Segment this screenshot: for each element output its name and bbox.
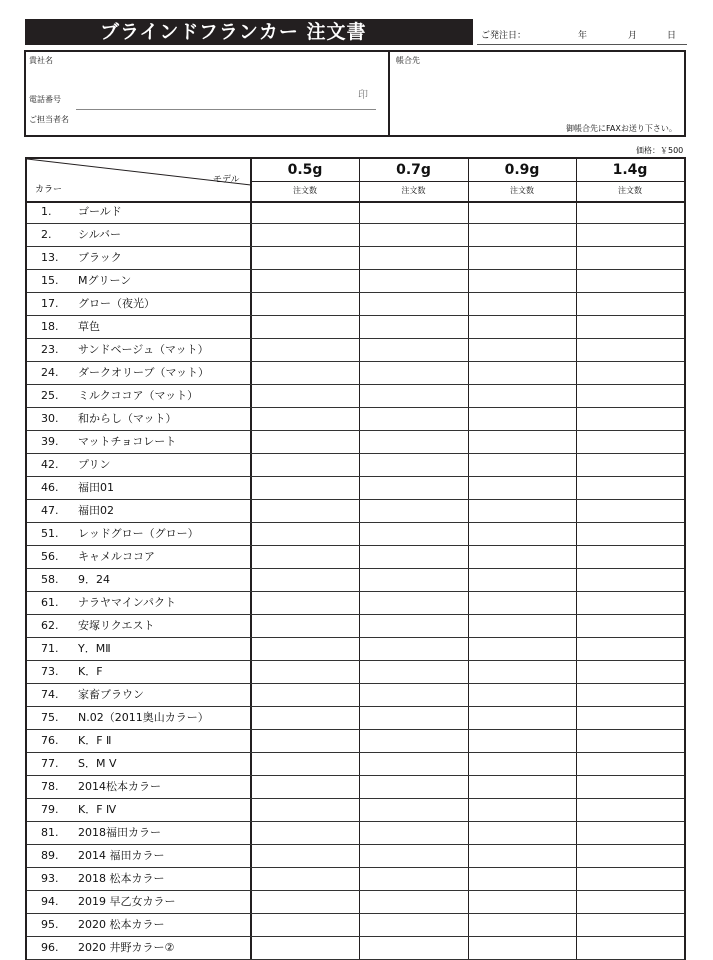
qty-cell-0-7g[interactable] [360, 937, 467, 959]
model-0-7g-header: 0.7g [396, 162, 431, 178]
qty-cell-0-7g[interactable] [360, 799, 467, 821]
qty-cell-0-9g[interactable] [469, 454, 575, 476]
qty-cell-0-9g[interactable] [469, 730, 575, 752]
qty-cell-1-4g[interactable] [577, 316, 683, 338]
qty-cell-0-5g[interactable] [252, 730, 358, 752]
color-name: ダークオリーブ（マット） [78, 366, 210, 379]
color-name: 福田02 [78, 504, 114, 517]
table-row [27, 822, 684, 845]
qty-cell-0-9g[interactable] [469, 638, 575, 660]
qty-cell-0-7g[interactable] [360, 776, 467, 798]
qty-cell-0-7g[interactable] [360, 707, 467, 729]
qty-cell-0-7g[interactable] [360, 224, 467, 246]
qty-cell-1-4g[interactable] [577, 454, 683, 476]
color-name: 2014松本カラー [78, 780, 161, 793]
qty-cell-1-4g[interactable] [577, 293, 683, 315]
color-name: シルバー [78, 228, 121, 241]
qty-cell-0-5g[interactable] [252, 477, 358, 499]
color-name: 家畜ブラウン [78, 688, 144, 701]
table-row [27, 270, 684, 293]
phone-label: 電話番号 [29, 95, 61, 104]
table-row [27, 408, 684, 431]
qty-cell-0-9g[interactable] [469, 799, 575, 821]
color-number: 62. [41, 619, 59, 632]
color-header-label: カラー [35, 185, 63, 195]
qty-cell-0-9g[interactable] [469, 201, 575, 223]
qty-cell-0-7g[interactable] [360, 477, 467, 499]
qty-cell-1-4g[interactable] [577, 868, 683, 890]
account-section [390, 52, 684, 135]
qty-cell-0-9g[interactable] [469, 914, 575, 936]
month-label: 月 [628, 31, 638, 41]
table-row [27, 431, 684, 454]
qty-cell-0-5g[interactable] [252, 684, 358, 706]
qty-cell-1-4g[interactable] [577, 224, 683, 246]
model-0-9g-header: 0.9g [504, 162, 540, 178]
qty-cell-0-5g[interactable] [252, 776, 358, 798]
qty-cell-0-5g[interactable] [252, 822, 358, 844]
color-name: 和からし（マット） [78, 412, 177, 425]
qty-cell-0-5g[interactable] [252, 293, 358, 315]
color-number: 15. [41, 274, 59, 287]
qty-cell-0-5g[interactable] [252, 592, 358, 614]
table-row [27, 707, 684, 730]
qty-cell-1-4g[interactable] [577, 592, 683, 614]
account-input[interactable] [394, 66, 679, 120]
qty-cell-0-7g[interactable] [360, 592, 467, 614]
table-row [27, 454, 684, 477]
table-row [27, 224, 684, 247]
color-name: 2019 早乙女カラー [78, 895, 176, 908]
qty-cell-0-7g[interactable] [360, 868, 467, 890]
color-name: ナラヤマインパクト [78, 596, 177, 609]
qty-cell-0-5g[interactable] [252, 362, 358, 384]
color-number: 76. [41, 734, 59, 747]
table-row [27, 799, 684, 822]
qty-cell-1-4g[interactable] [577, 799, 683, 821]
qty-cell-0-5g[interactable] [252, 270, 358, 292]
table-row [27, 500, 684, 523]
qty-cell-0-7g[interactable] [360, 684, 467, 706]
table-row [27, 569, 684, 592]
table-body [27, 201, 684, 960]
qty-cell-1-4g[interactable] [577, 661, 683, 683]
qty-cell-0-7g[interactable] [360, 339, 467, 361]
qty-cell-0-9g[interactable] [469, 477, 575, 499]
color-number: 46. [41, 481, 59, 494]
phone-input-line[interactable] [76, 109, 376, 110]
qty-cell-0-5g[interactable] [252, 546, 358, 568]
customer-section [26, 52, 390, 135]
color-number: 25. [41, 389, 59, 402]
qty-cell-1-4g[interactable] [577, 684, 683, 706]
qty-cell-0-5g[interactable] [252, 914, 358, 936]
color-name: 2018 松本カラー [78, 872, 165, 885]
color-number: 71. [41, 642, 59, 655]
qty-cell-1-4g[interactable] [577, 569, 683, 591]
color-name: 福田01 [78, 481, 114, 494]
qty-cell-0-7g[interactable] [360, 523, 467, 545]
qty-cell-0-9g[interactable] [469, 546, 575, 568]
qty-cell-0-7g[interactable] [360, 569, 467, 591]
color-number: 89. [41, 849, 59, 862]
qty-cell-1-4g[interactable] [577, 638, 683, 660]
qty-cell-1-4g[interactable] [577, 339, 683, 361]
qty-cell-0-7g[interactable] [360, 753, 467, 775]
qty-cell-0-9g[interactable] [469, 385, 575, 407]
order-qty-header: 注文数 [468, 181, 576, 200]
table-row [27, 316, 684, 339]
qty-cell-1-4g[interactable] [577, 201, 683, 223]
color-number: 75. [41, 711, 59, 724]
account-note: 御帳合先にFAXお送り下さい。 [566, 124, 677, 133]
color-number: 73. [41, 665, 59, 678]
qty-cell-0-9g[interactable] [469, 845, 575, 867]
qty-cell-0-7g[interactable] [360, 891, 467, 913]
qty-cell-0-9g[interactable] [469, 339, 575, 361]
table-row [27, 638, 684, 661]
qty-cell-0-9g[interactable] [469, 569, 575, 591]
color-name: ブラック [78, 251, 122, 264]
color-number: 23. [41, 343, 59, 356]
color-number: 61. [41, 596, 59, 609]
qty-cell-0-7g[interactable] [360, 500, 467, 522]
color-name: 9．24 [78, 573, 110, 586]
qty-cell-1-4g[interactable] [577, 546, 683, 568]
table-row [27, 914, 684, 937]
color-number: 18. [41, 320, 59, 333]
qty-cell-1-4g[interactable] [577, 822, 683, 844]
qty-cell-0-5g[interactable] [252, 661, 358, 683]
qty-cell-0-5g[interactable] [252, 523, 358, 545]
qty-cell-0-5g[interactable] [252, 707, 358, 729]
color-number: 39. [41, 435, 59, 448]
model-header-label: モデル [213, 175, 240, 185]
qty-cell-0-7g[interactable] [360, 454, 467, 476]
table-row [27, 339, 684, 362]
qty-cell-0-9g[interactable] [469, 707, 575, 729]
color-number: 94. [41, 895, 59, 908]
contact-label: ご担当者名 [29, 115, 69, 124]
qty-cell-0-9g[interactable] [469, 753, 575, 775]
color-name: レッドグロー（グロー） [78, 527, 199, 540]
model-0-5g-header: 0.5g [287, 162, 323, 178]
qty-cell-1-4g[interactable] [577, 523, 683, 545]
color-name: Y．MⅡ [78, 642, 111, 655]
color-name: 2018福田カラー [78, 826, 161, 839]
qty-cell-0-7g[interactable] [360, 362, 467, 384]
qty-cell-0-5g[interactable] [252, 891, 358, 913]
qty-cell-0-7g[interactable] [360, 914, 467, 936]
qty-cell-1-4g[interactable] [577, 385, 683, 407]
qty-cell-0-9g[interactable] [469, 891, 575, 913]
color-number: 30. [41, 412, 59, 425]
qty-cell-0-7g[interactable] [360, 431, 467, 453]
table-row [27, 753, 684, 776]
color-name: K．F [78, 665, 103, 678]
contact-input[interactable] [86, 112, 376, 132]
color-name: Mグリーン [78, 274, 132, 287]
qty-cell-0-9g[interactable] [469, 822, 575, 844]
price-label: 価格：￥500 [636, 146, 684, 155]
qty-cell-1-4g[interactable] [577, 362, 683, 384]
color-number: 24. [41, 366, 59, 379]
customer-info-box [24, 50, 686, 137]
color-name: ミルクココア（マット） [78, 389, 199, 402]
color-number: 47. [41, 504, 59, 517]
table-row [27, 247, 684, 270]
qty-cell-0-9g[interactable] [469, 224, 575, 246]
qty-cell-0-5g[interactable] [252, 385, 358, 407]
qty-cell-0-5g[interactable] [252, 937, 358, 959]
company-input[interactable] [28, 66, 378, 92]
table-row [27, 776, 684, 799]
qty-cell-0-7g[interactable] [360, 638, 467, 660]
order-date-field[interactable] [477, 26, 687, 45]
color-number: 56. [41, 550, 59, 563]
table-row [27, 891, 684, 914]
qty-cell-1-4g[interactable] [577, 500, 683, 522]
color-name: プリン [78, 458, 111, 471]
table-row [27, 661, 684, 684]
qty-cell-1-4g[interactable] [577, 408, 683, 430]
qty-cell-0-9g[interactable] [469, 776, 575, 798]
qty-cell-0-7g[interactable] [360, 845, 467, 867]
color-number: 78. [41, 780, 59, 793]
table-row [27, 937, 684, 960]
qty-cell-0-7g[interactable] [360, 385, 467, 407]
qty-cell-0-7g[interactable] [360, 661, 467, 683]
qty-cell-1-4g[interactable] [577, 914, 683, 936]
color-name: S．M Ⅴ [78, 757, 117, 770]
color-number: 42. [41, 458, 59, 471]
color-name: 安塚リクエスト [78, 619, 155, 632]
color-name: サンドベージュ（マット） [78, 343, 209, 356]
qty-cell-0-5g[interactable] [252, 500, 358, 522]
color-number: 17. [41, 297, 59, 310]
color-name: 2020 松本カラー [78, 918, 165, 931]
table-row [27, 523, 684, 546]
qty-cell-1-4g[interactable] [577, 776, 683, 798]
table-row [27, 845, 684, 868]
qty-cell-0-9g[interactable] [469, 408, 575, 430]
color-name: 草色 [78, 320, 100, 333]
qty-cell-1-4g[interactable] [577, 247, 683, 269]
qty-cell-0-9g[interactable] [469, 615, 575, 637]
color-number: 81. [41, 826, 59, 839]
table-row [27, 201, 684, 224]
day-label: 日 [667, 31, 677, 41]
color-number: 96. [41, 941, 59, 954]
qty-cell-1-4g[interactable] [577, 431, 683, 453]
color-number: 58. [41, 573, 59, 586]
qty-cell-0-5g[interactable] [252, 569, 358, 591]
qty-cell-0-5g[interactable] [252, 799, 358, 821]
qty-cell-1-4g[interactable] [577, 477, 683, 499]
qty-cell-0-5g[interactable] [252, 431, 358, 453]
table-row [27, 477, 684, 500]
color-name: N.02（2011奥山カラー） [78, 711, 209, 724]
qty-cell-0-9g[interactable] [469, 316, 575, 338]
color-name: マットチョコレート [78, 435, 177, 448]
qty-cell-0-9g[interactable] [469, 523, 575, 545]
order-table [25, 157, 686, 960]
qty-cell-0-7g[interactable] [360, 408, 467, 430]
order-date-label: ご発注日： [481, 31, 527, 41]
account-label: 帳合先 [396, 56, 420, 65]
table-row [27, 293, 684, 316]
qty-cell-0-9g[interactable] [469, 937, 575, 959]
qty-cell-0-7g[interactable] [360, 247, 467, 269]
qty-cell-0-5g[interactable] [252, 339, 358, 361]
color-number: 13. [41, 251, 59, 264]
color-number: 51. [41, 527, 59, 540]
qty-cell-0-7g[interactable] [360, 615, 467, 637]
color-number: 2. [41, 228, 52, 241]
table-row [27, 868, 684, 891]
qty-cell-0-9g[interactable] [469, 293, 575, 315]
color-number: 74. [41, 688, 59, 701]
qty-cell-0-7g[interactable] [360, 546, 467, 568]
qty-cell-0-5g[interactable] [252, 316, 358, 338]
table-row [27, 385, 684, 408]
color-name: ゴールド [78, 205, 122, 218]
order-qty-header: 注文数 [576, 181, 684, 200]
qty-cell-0-9g[interactable] [469, 661, 575, 683]
qty-cell-0-7g[interactable] [360, 201, 467, 223]
qty-cell-1-4g[interactable] [577, 270, 683, 292]
seal-mark: 印 [358, 90, 368, 101]
qty-cell-0-5g[interactable] [252, 454, 358, 476]
order-qty-header: 注文数 [359, 181, 468, 200]
color-number: 1. [41, 205, 52, 218]
qty-cell-1-4g[interactable] [577, 845, 683, 867]
qty-cell-0-5g[interactable] [252, 638, 358, 660]
color-name: キャメルココア [78, 550, 155, 563]
qty-cell-1-4g[interactable] [577, 707, 683, 729]
qty-cell-0-7g[interactable] [360, 270, 467, 292]
qty-cell-0-9g[interactable] [469, 500, 575, 522]
qty-cell-0-5g[interactable] [252, 868, 358, 890]
qty-cell-0-9g[interactable] [469, 247, 575, 269]
order-qty-header: 注文数 [251, 181, 359, 200]
color-name: K．F Ⅳ [78, 803, 117, 816]
color-number: 95. [41, 918, 59, 931]
qty-cell-0-5g[interactable] [252, 224, 358, 246]
table-row [27, 615, 684, 638]
qty-cell-0-9g[interactable] [469, 270, 575, 292]
color-name: K．F Ⅱ [78, 734, 112, 747]
qty-cell-0-5g[interactable] [252, 408, 358, 430]
qty-cell-1-4g[interactable] [577, 730, 683, 752]
qty-cell-0-5g[interactable] [252, 845, 358, 867]
table-row [27, 730, 684, 753]
qty-cell-0-7g[interactable] [360, 822, 467, 844]
qty-cell-1-4g[interactable] [577, 615, 683, 637]
qty-cell-0-7g[interactable] [360, 316, 467, 338]
qty-cell-0-9g[interactable] [469, 592, 575, 614]
qty-cell-0-5g[interactable] [252, 615, 358, 637]
qty-cell-1-4g[interactable] [577, 753, 683, 775]
color-name: グロー（夜光） [78, 297, 155, 310]
qty-cell-0-7g[interactable] [360, 730, 467, 752]
form-title: ブラインドフランカー 注文書 [100, 21, 367, 43]
color-number: 77. [41, 757, 59, 770]
qty-cell-0-9g[interactable] [469, 684, 575, 706]
year-label: 年 [578, 31, 588, 41]
table-row [27, 362, 684, 385]
color-number: 79. [41, 803, 59, 816]
color-name: 2014 福田カラー [78, 849, 165, 862]
qty-cell-0-9g[interactable] [469, 431, 575, 453]
qty-cell-0-5g[interactable] [252, 247, 358, 269]
color-number: 93. [41, 872, 59, 885]
color-name: 2020 井野カラー② [78, 941, 175, 954]
qty-cell-0-9g[interactable] [469, 868, 575, 890]
qty-cell-1-4g[interactable] [577, 891, 683, 913]
qty-cell-1-4g[interactable] [577, 937, 683, 959]
qty-cell-0-9g[interactable] [469, 362, 575, 384]
qty-cell-0-7g[interactable] [360, 293, 467, 315]
table-row [27, 546, 684, 569]
table-row [27, 592, 684, 615]
table-header [27, 159, 684, 203]
table-row [27, 684, 684, 707]
qty-cell-0-5g[interactable] [252, 753, 358, 775]
company-label: 貴社名 [29, 56, 53, 65]
qty-cell-0-5g[interactable] [252, 201, 358, 223]
model-1-4g-header: 1.4g [612, 162, 648, 178]
